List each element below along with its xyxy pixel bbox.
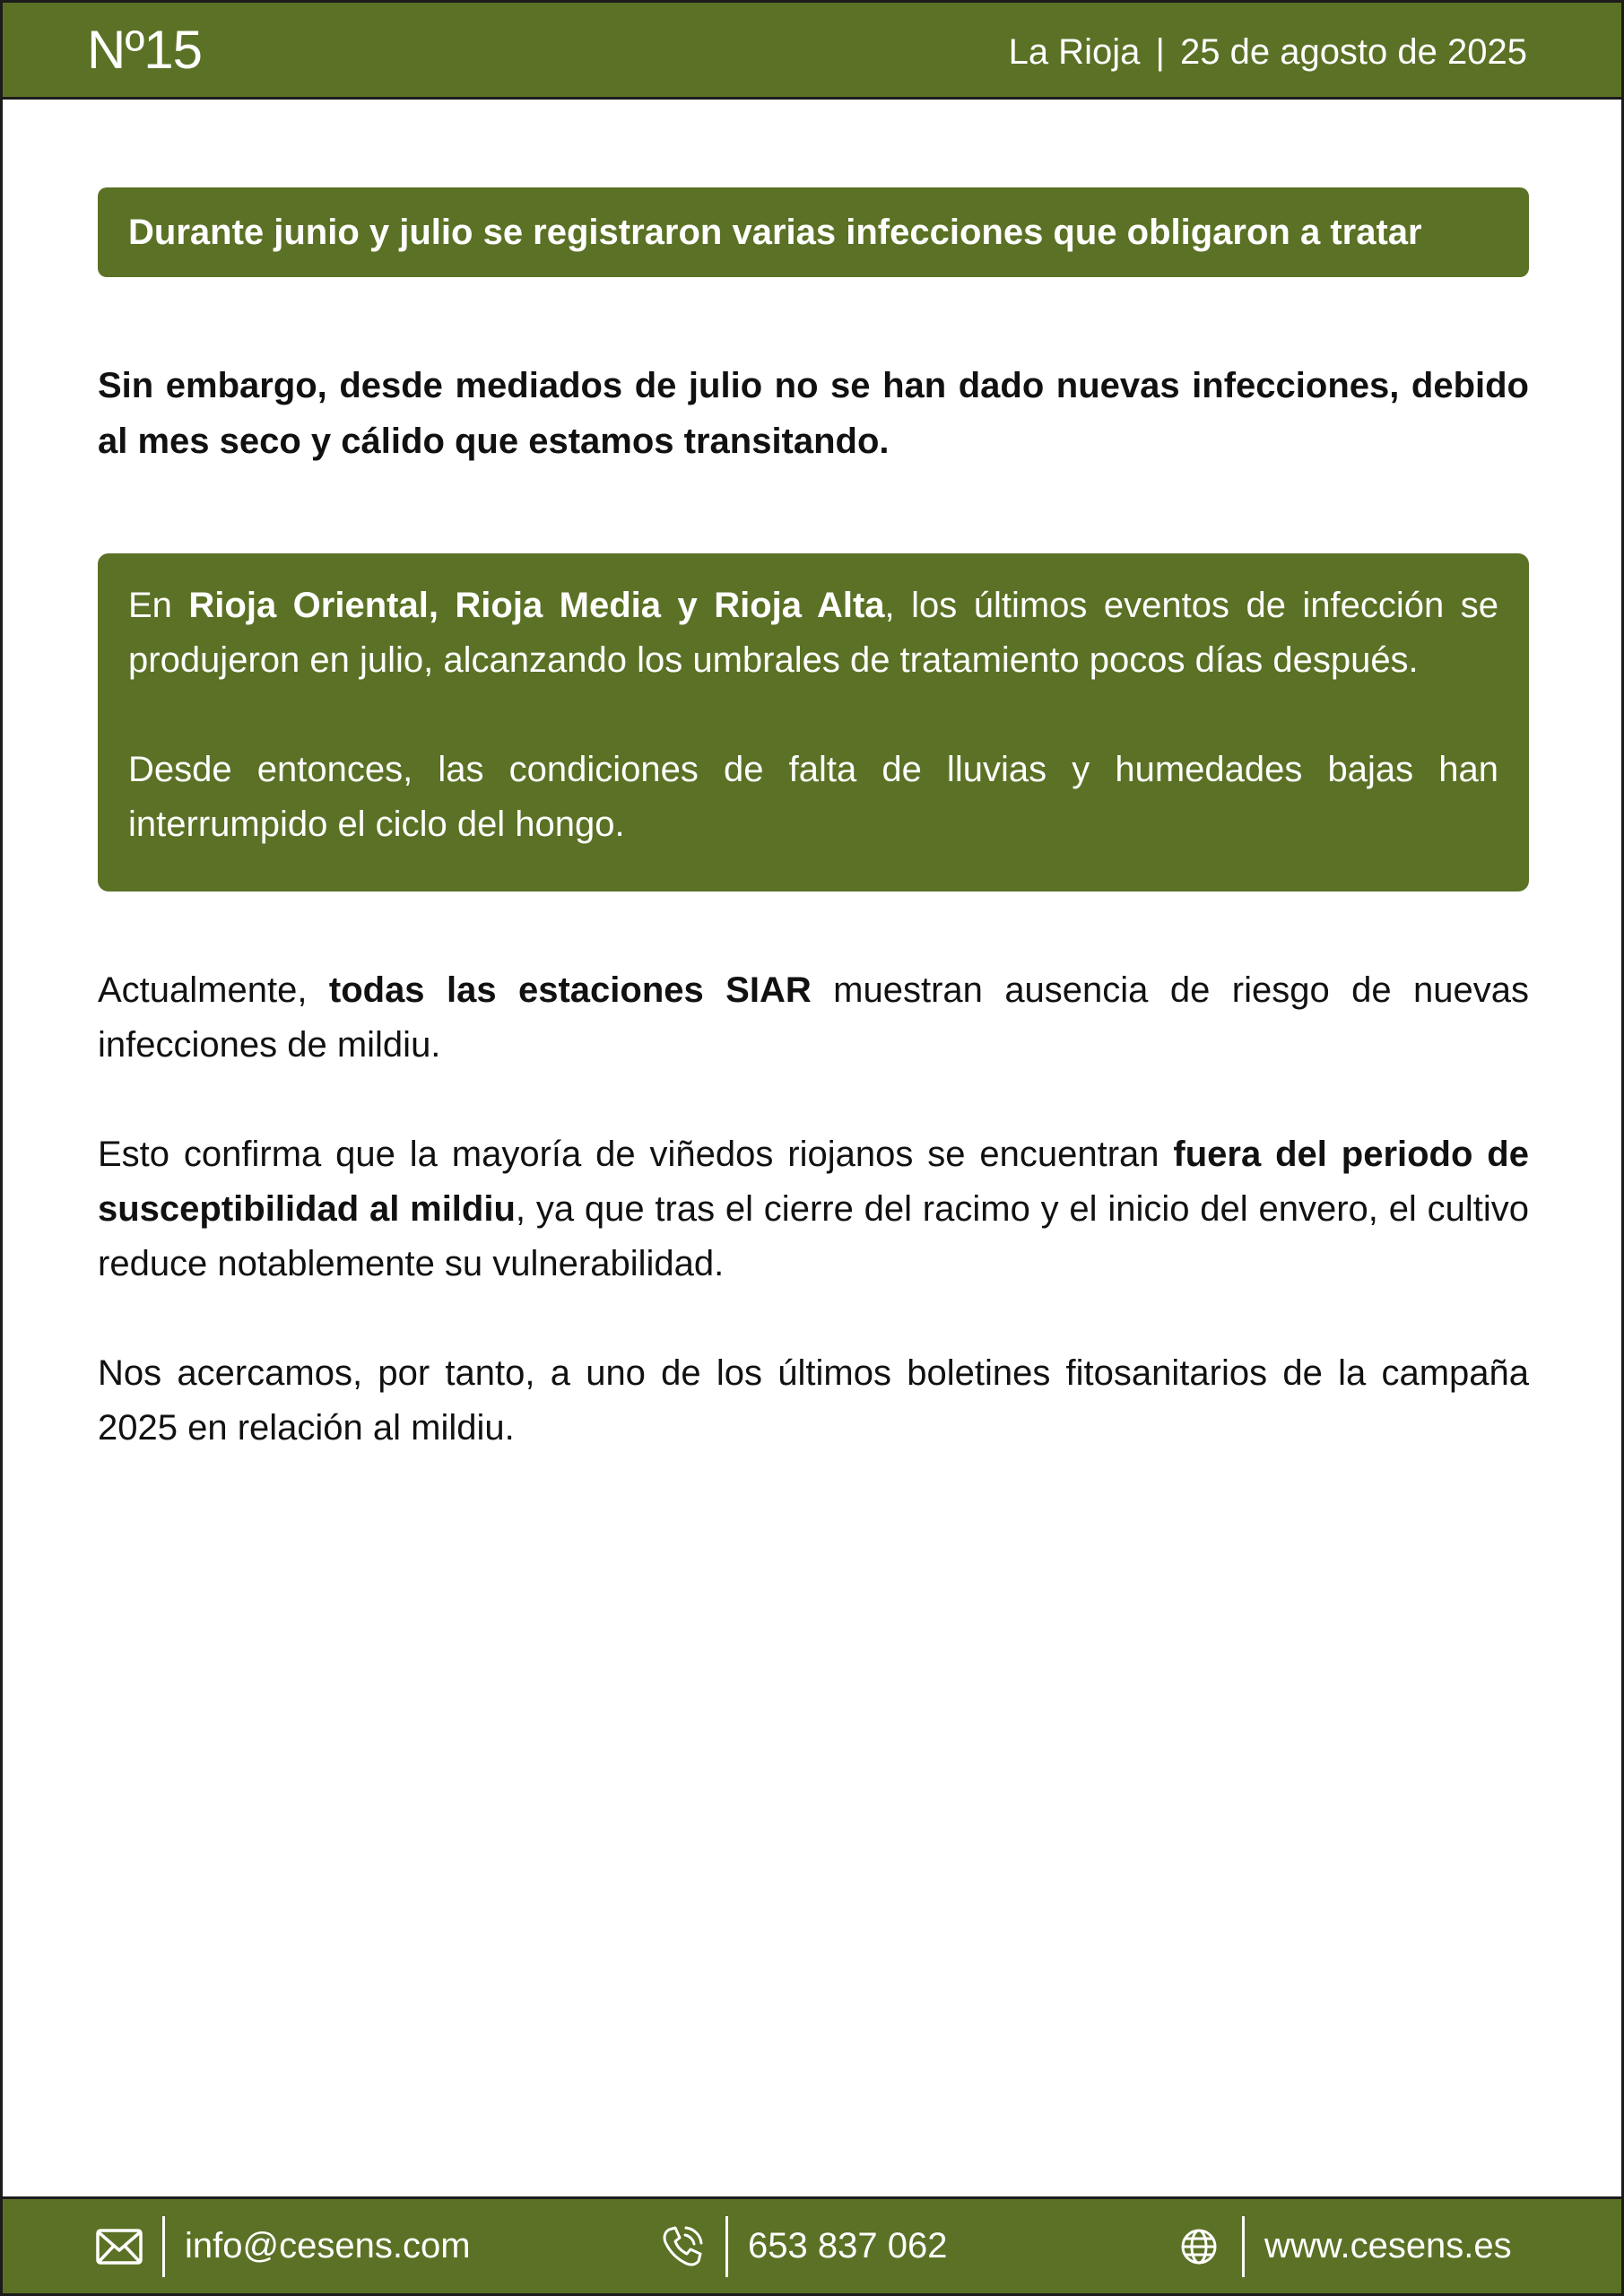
body-p2-bold: fuera del periodo de susceptibilidad al mildiu <box>98 1135 1529 1229</box>
phone-number[interactable]: 653 837 062 <box>748 2226 948 2266</box>
footer-phone[interactable] <box>659 2199 947 2293</box>
headline-text: Durante junio y julio se registraron varias infecciones que obligaron a tratar <box>128 212 1422 252</box>
footer-divider <box>162 2216 165 2277</box>
lead-paragraph: Sin embargo, desde mediados de julio no se han dado nuevas infecciones, debido al mes seco y cálido que estamos transitando. <box>98 366 1529 461</box>
body-p2-prefix: Esto confirma que la mayoría de viñedos riojanos se encuentran <box>98 1135 1174 1174</box>
body-paragraph-3: Nos acercamos, por tanto, a uno de los últimos boletines fitosanitarios de la campaña 2025 en relación al mildiu. <box>98 1353 1529 1448</box>
footer-website[interactable] <box>1176 2199 1512 2293</box>
body-text <box>98 963 1529 1456</box>
footer-bar <box>3 2196 1621 2293</box>
body-paragraph-2 <box>98 1127 1529 1292</box>
callout-p1-rest: , los últimos eventos de infección se produjeron en julio, alcanzando los umbrales de tratamiento pocos días después. <box>128 586 1498 680</box>
envelope-icon <box>96 2223 143 2270</box>
callout-p1-prefix: En <box>128 586 189 625</box>
email-link[interactable]: info@cesens.com <box>185 2226 471 2266</box>
phone-icon <box>659 2223 706 2270</box>
body-paragraph-1 <box>98 963 1529 1073</box>
header-date: 25 de agosto de 2025 <box>1179 32 1527 72</box>
headline-banner <box>98 187 1529 277</box>
callout-paragraph-1 <box>128 578 1498 688</box>
callout-regions: Rioja Oriental, Rioja Media y Rioja Alta <box>188 586 885 625</box>
header-separator: | <box>1155 32 1165 72</box>
header-region: La Rioja <box>1008 32 1141 72</box>
footer-divider <box>725 2216 728 2277</box>
regional-callout <box>98 553 1529 891</box>
footer-email[interactable] <box>96 2199 471 2293</box>
footer-divider <box>1242 2216 1245 2277</box>
header-bar <box>3 3 1621 100</box>
website-link[interactable]: www.cesens.es <box>1264 2226 1512 2266</box>
body-p2-rest: , ya que tras el cierre del racimo y el inicio del envero, el cultivo reduce notablemente su vulnerabilidad. <box>98 1189 1529 1283</box>
issue-number: Nº15 <box>87 20 202 80</box>
header-location-date <box>1009 30 1527 74</box>
main-content <box>98 187 1529 1456</box>
globe-icon <box>1176 2223 1222 2270</box>
callout-paragraph-2: Desde entonces, las condiciones de falta de lluvias y humedades bajas han interrumpido el ciclo del hongo. <box>128 750 1498 844</box>
body-p1-bold: todas las estaciones SIAR <box>328 970 812 1010</box>
body-p1-prefix: Actualmente, <box>98 970 329 1010</box>
body-p1-rest: muestran ausencia de riesgo de nuevas infecciones de mildiu. <box>98 970 1529 1065</box>
